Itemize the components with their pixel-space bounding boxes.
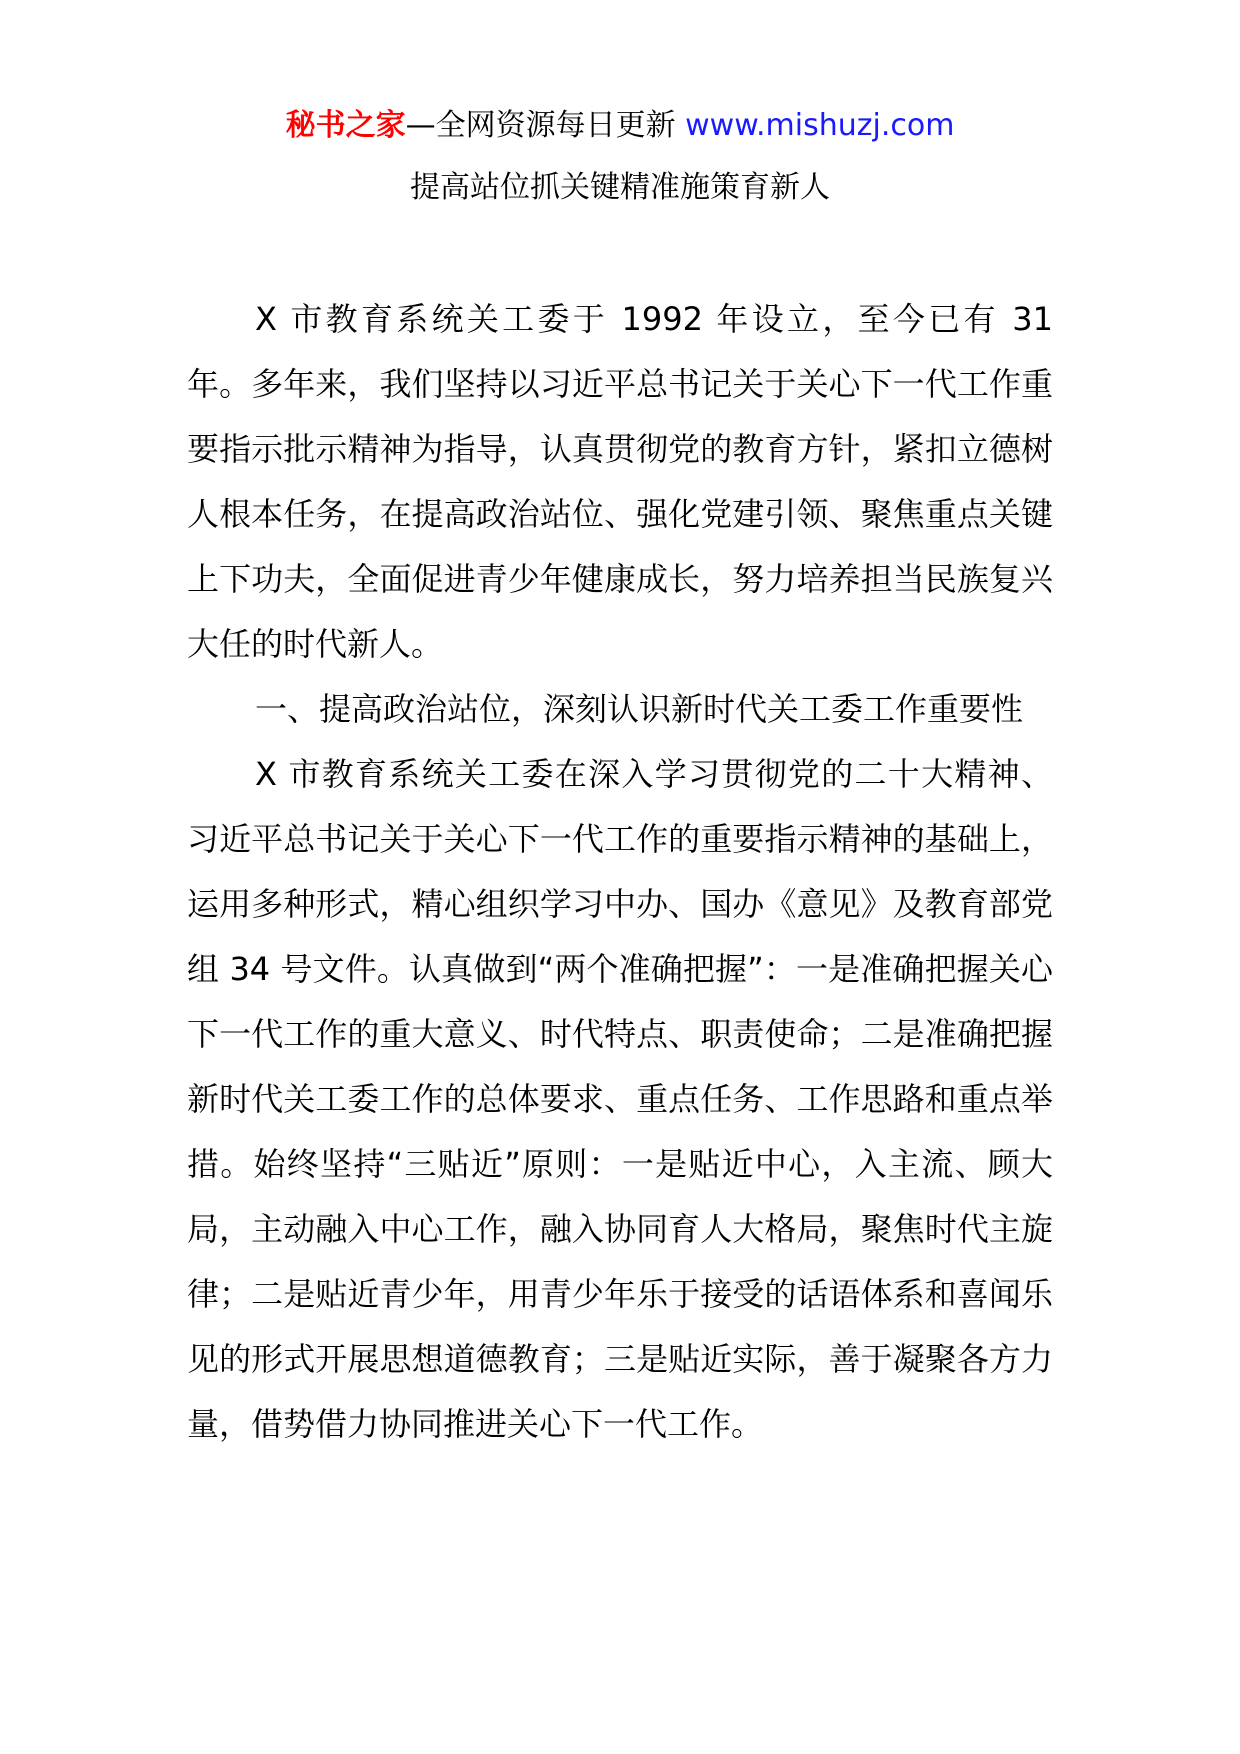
site-header bbox=[0, 104, 1240, 148]
section-heading-1: 一、提高政治站位，深刻认识新时代关工委工作重要性 bbox=[255, 690, 1024, 728]
paragraph-section-1: X 市教育系统关工委在深入学习贯彻党的二十大精神、习近平总书记关于关心下一代工作的重要指示精神的基础上，运用多种形式，精心组织学习中办、国办《意见》及教育部党组 34 号文件。认真做到“两个准确把握”：一是准确把握关心下一代工作的重大意义、时代特点、职责使命；二是准确把握新时代关工委工作的总体要求、重点任务、工作思路和重点举措。始终坚持“三贴近”原则：一是贴近中心，入主流、顾大局，主动融入中心工作，融入协同育人大格局，聚焦时代主旋律；二是贴近青少年，用青少年乐于接受的话语体系和喜闻乐见的形式开展思想道德教育；三是贴近实际，善于凝聚各方力量，借势借力协同推进关心下一代工作。 bbox=[187, 755, 1053, 1443]
header-tagline: —全网资源每日更新 bbox=[405, 108, 686, 143]
site-url-link[interactable]: www.mishuzj.com bbox=[685, 108, 955, 143]
paragraph-intro: X 市教育系统关工委于 1992 年设立，至今已有 31 年。多年来，我们坚持以习近平总书记关于关心下一代工作重要指示批示精神为指导，认真贯彻党的教育方针，紧扣立德树人根本任务，在提高政治站位、强化党建引领、聚焦重点关键上下功夫，全面促进青少年健康成长，努力培养担当民族复兴大任的时代新人。 bbox=[187, 300, 1053, 663]
brand-name: 秘书之家 bbox=[285, 108, 406, 143]
document-body bbox=[187, 287, 1053, 1457]
document-title: 提高站位抓关键精准施策育新人 bbox=[410, 170, 830, 205]
